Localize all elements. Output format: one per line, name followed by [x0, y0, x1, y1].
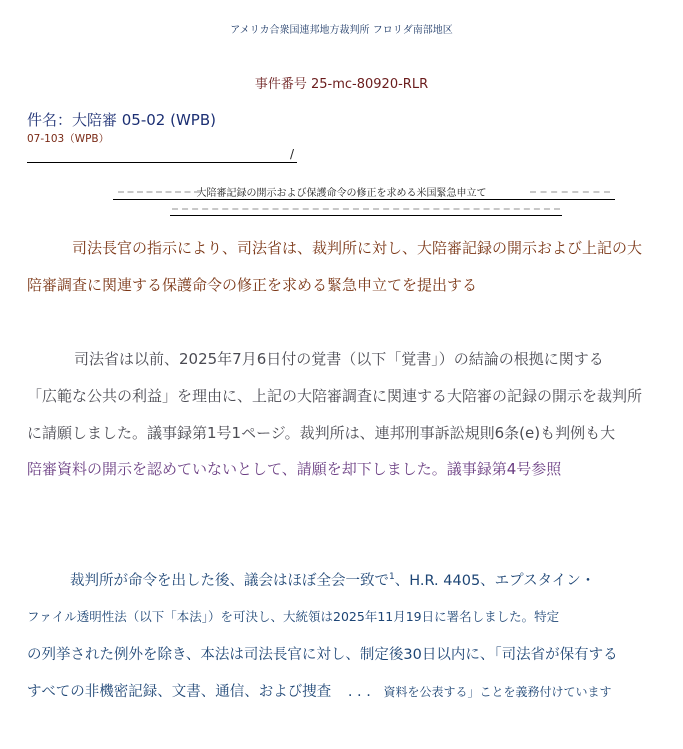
title-rule: [113, 199, 615, 200]
paragraph-text: 、H.R. 4405、エプスタイン・: [394, 573, 596, 589]
case-number: 事件番号 25-mc-80920-RLR: [254, 77, 429, 92]
caption-slash: /: [290, 147, 295, 161]
paragraph-text: すべての非機密記録、文書、通信、および捜査: [27, 684, 332, 700]
paragraph-line: [27, 680, 612, 701]
court-name: アメリカ合衆国連邦地方裁判所 フロリダ南部地区: [230, 25, 453, 36]
paragraph-line: に請願しました。議事録第1号1ページ。裁判所は、連邦刑事訴訟規則6条(e)も判例も大: [27, 424, 616, 442]
paragraph-line: 陪審資料の開示を認めていないとして、請願を却下しました。議事録第4号参照: [27, 460, 562, 478]
paragraph-line: 「広範な公共の利益」を理由に、上記の大陪審調査に関連する大陪審の記録の開示を裁判所: [27, 387, 643, 405]
title-rule: [170, 215, 562, 216]
caption-rule: [27, 162, 297, 163]
footnote-marker[interactable]: 1: [389, 572, 395, 583]
case-sub-number: 07-103（WPB）: [27, 133, 110, 145]
intro-line: 陪審調査に関連する保護命令の修正を求める緊急申立てを提出する: [27, 276, 478, 294]
paragraph-line: [70, 569, 595, 590]
intro-line: 司法長官の指示により、司法省は、裁判所に対し、大陪審記録の開示および上記の大: [72, 239, 643, 257]
paragraph-text: 資料を公表する」ことを義務付けています: [383, 685, 612, 699]
paragraph-line: の列挙された例外を除き、本法は司法長官に対し、制定後30日以内に、「司法省が保有する: [27, 647, 618, 663]
ellipsis: . . .: [347, 684, 371, 700]
case-caption-title: 件名：大陪審 05-02 (WPB): [27, 111, 216, 129]
motion-title: 大陪審記録の開示および保護命令の修正を求める米国緊急申立て: [196, 188, 487, 199]
paragraph-line: ファイル透明性法（以下「本法」）を可決し、大統領は2025年11月19日に署名しました。特定: [27, 609, 560, 624]
paragraph-text: 裁判所が命令を出した後、議会はほぼ全会一致で: [70, 573, 389, 589]
paragraph-line: 司法省は以前、2025年7月6日付の覚書（以下「覚書」）の結論の根拠に関する: [74, 350, 604, 368]
decorative-dash: [172, 208, 560, 210]
